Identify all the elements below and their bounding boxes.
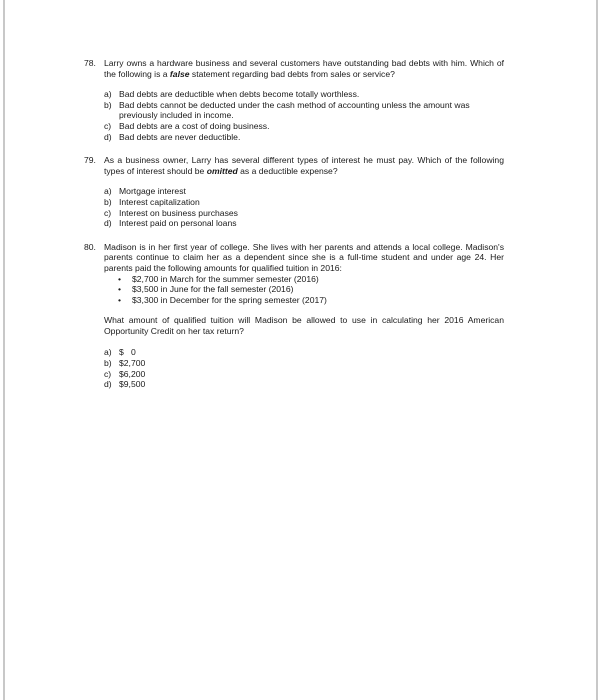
question-number: 79. [84, 155, 96, 166]
question-prompt: What amount of qualified tuition will Madison be allowed to use in calculating her 2016 American Opportunity Credit on her tax return? [104, 315, 504, 336]
bullet-icon: • [118, 273, 122, 284]
option-b[interactable]: b) $2,700 [104, 358, 146, 369]
option-b[interactable]: b) Interest capitalization [104, 196, 200, 207]
option-d[interactable]: d) Bad debts are never deductible. [104, 131, 241, 142]
page-edge-left [3, 0, 5, 700]
question-78 [84, 58, 504, 142]
option-b[interactable]: b) Bad debts cannot be deducted under the cash method of accounting unless the amount was previously included in income. [104, 99, 470, 121]
question-79 [84, 155, 504, 229]
question-number: 78. [84, 58, 96, 68]
options-list [104, 186, 504, 228]
option-c[interactable]: c) Bad debts are a cost of doing business. [104, 120, 270, 131]
option-c[interactable]: c) Interest on business purchases [104, 207, 238, 218]
question-80 [84, 242, 504, 390]
option-a[interactable]: a) Mortgage interest [104, 186, 186, 197]
document-content [84, 58, 504, 400]
list-item: • $3,300 in December for the spring semester (2017) [118, 294, 327, 305]
options-list [104, 347, 504, 389]
option-a[interactable]: a) Bad debts are deductible when debts become totally worthless. [104, 89, 360, 100]
option-c[interactable]: c) $6,200 [104, 368, 146, 379]
question-stem: Madison is in her first year of college. She lives with her parents and attends a local college. Madison's parents continue to claim her as a dependent since she is a full-time student and under age 24. Her parents paid the following amounts for qualified tuition in 2016: [104, 241, 504, 273]
bullet-icon: • [118, 294, 122, 305]
option-d[interactable]: d) $9,500 [104, 379, 146, 390]
list-item: • $2,700 in March for the summer semester (2016) [118, 273, 319, 284]
payment-list [118, 274, 504, 306]
bullet-icon: • [118, 284, 122, 295]
list-item: • $3,500 in June for the fall semester (2016) [118, 284, 294, 295]
options-list [104, 89, 504, 142]
option-d[interactable]: d) Interest paid on personal loans [104, 218, 237, 229]
option-a[interactable]: a) $ 0 [104, 347, 136, 358]
question-stem: As a business owner, Larry has several different types of interest he must pay. Which of the following types of interest should be omitted as a deductible expense? [104, 155, 504, 176]
page-edge-right [596, 0, 598, 700]
question-number: 80. [84, 241, 96, 252]
question-stem: Larry owns a hardware business and several customers have outstanding bad debts with him. Which of the following is a false statement regarding bad debts from sales or service? [104, 58, 504, 79]
